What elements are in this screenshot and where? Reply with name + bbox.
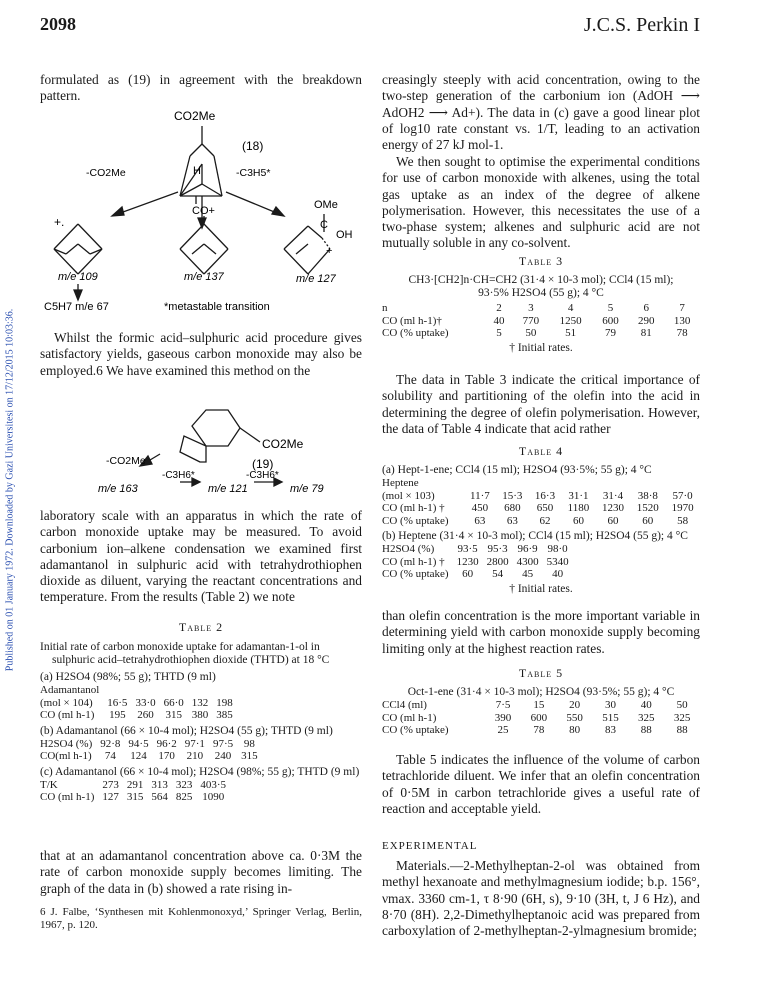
table-row [40, 738, 262, 751]
table-row [382, 302, 700, 315]
table-cell: 4300 [516, 555, 539, 568]
page-number: 2098 [40, 14, 76, 34]
row-label: CO (ml h-1) [40, 709, 95, 721]
table-3-caption-2: 93·5% H2SO4 (55 g); 4 °C [478, 287, 604, 299]
table-2-c [40, 779, 230, 804]
table-cell: 11·7 [470, 489, 490, 502]
table-cell: 15 [533, 699, 545, 711]
table-cell: 515 [602, 711, 619, 724]
s18-loss-left: -CO2Me [86, 167, 126, 179]
table-3-title: Table 3 [518, 254, 564, 268]
row-label: H2SO4 (%) [40, 737, 93, 750]
table-4-a-head: (a) Hept-1-ene; CCl4 (15 ml); H2SO4 (93·5%; 55 g); 4 °C [382, 464, 652, 476]
table-cell: 38·8 [637, 489, 658, 502]
scheme-18-fragmentation [40, 104, 360, 314]
table-2-c-head: (c) Adamantanol (66 × 10-4 mol); H2SO4 (98%; 55 g); THTD (9 ml) [40, 765, 360, 778]
s19-mass-79: m/e 79 [290, 483, 324, 495]
left-paragraph-3: laboratory scale with an apparatus in which the rate of carbon monoxide uptake may be measured. To avoid carbonium ion–alkene condensation we examined first adamantanol in sulphuric acid with tetrahydrothiophen dioxide as diluent, varying the reactant concentrations and temperature. From the results (Table 2) we note [40, 508, 362, 605]
right-paragraph-5: Table 5 indicates the influence of the volume of carbon tetrachloride diluent. We infer that an olefin concentration of 0·5M in carbon tetrachloride gives a useful rate of reaction and acceptable yield. [382, 752, 700, 816]
table-cell: 97·1 [184, 737, 205, 750]
table-cell: 124 [130, 750, 147, 762]
table-cell: 1970 [671, 502, 694, 514]
table-cell: 33·0 [135, 696, 156, 709]
table-cell: 79 [604, 327, 616, 339]
row-label: CCl4 (ml) [382, 699, 427, 711]
table-cell: 550 [566, 711, 583, 724]
table-cell: 63 [506, 514, 518, 527]
table-cell: 323 [175, 778, 193, 791]
table-3-note: † Initial rates. [509, 341, 573, 354]
table-cell: 291 [126, 778, 144, 791]
table-cell: 94·5 [128, 737, 149, 750]
s19-loss-2: -C3H6* [246, 470, 279, 481]
table-cell: 60 [607, 514, 619, 527]
table-cell: 600 [602, 314, 619, 327]
table-cell: 1230 [602, 502, 624, 514]
table-cell: 1230 [456, 555, 479, 568]
table-4 [382, 444, 700, 596]
table-cell: 385 [216, 709, 233, 721]
table-cell: 273 [102, 778, 119, 791]
table-cell: 132 [191, 696, 209, 709]
right-paragraph-4: than olefin concentration is the more important variable in determining yield with carbon monoxide supply becoming limiting only at the highest reaction rates. [382, 608, 700, 656]
journal-title: J.C.S. Perkin I [583, 14, 700, 36]
table-cell: 31·4 [602, 489, 624, 502]
s18-hydroxyl: OH [336, 229, 353, 241]
table-cell: 195 [109, 709, 126, 721]
right-paragraph-1: creasingly steeply with acid concentration, owing to the two-step generation of the carbonium ion (AdOH ⟶ AdOH2 ⟶ Ad+). The data in (c) gave a good linear plot of log10 rate constant vs. 1/T, leading to an activation energy of 27 kJ mol-1. [382, 72, 700, 153]
s18-c5h7: C5H7 m/e 67 [44, 301, 109, 313]
table-row [40, 697, 237, 710]
row-label: Adamantanol [40, 684, 100, 696]
table-3 [382, 254, 700, 355]
table-row [40, 709, 237, 722]
table-cell: 40 [640, 699, 652, 711]
left-paragraph-1: formulated as (19) in agreement with the breakdown pattern. [40, 72, 362, 104]
table-cell: 315 [241, 750, 258, 762]
table-cell: 2 [496, 302, 502, 314]
table-3-grid [382, 302, 700, 340]
table-cell: 83 [604, 724, 616, 736]
table-cell: 50 [525, 327, 537, 339]
table-cell: 680 [504, 502, 521, 514]
table-cell: 6 [643, 302, 649, 314]
table-cell: 58 [677, 514, 689, 527]
table-cell: 290 [637, 314, 655, 327]
scheme-19-fragmentation [40, 392, 360, 496]
table-cell: 5340 [546, 555, 569, 568]
table-4-note: † Initial rates. [509, 582, 573, 595]
row-label: CO (ml h-1) [382, 711, 437, 724]
table-cell: 770 [522, 314, 540, 327]
table-cell: 1520 [636, 502, 659, 514]
table-row [382, 315, 700, 328]
table-row [40, 750, 262, 763]
table-2 [40, 620, 362, 804]
table-row [40, 779, 230, 792]
table-cell: 315 [126, 791, 144, 803]
table-cell: 25 [497, 724, 509, 736]
row-label: (mol × 103) [382, 489, 435, 502]
table-4-b-head: (b) Heptene (31·4 × 10-3 mol); CCl4 (15 ml); H2SO4 (55 g); 4 °C [382, 530, 688, 542]
table-cell: 66·0 [163, 696, 184, 709]
table-cell: 15·3 [502, 489, 523, 502]
s18-mass-127: m/e 127 [296, 273, 336, 285]
row-label: CO (% uptake) [382, 724, 449, 736]
table-2-title: Table 2 [178, 620, 224, 634]
table-cell: 380 [191, 709, 209, 721]
table-cell: 16·3 [534, 489, 556, 502]
table-cell: 81 [640, 327, 652, 339]
s18-mass-137: m/e 137 [184, 271, 224, 283]
table-cell: 240 [214, 750, 232, 762]
table-cell: 96·2 [156, 737, 177, 750]
table-4-a [382, 477, 700, 527]
row-label: CO (ml h-1)† [382, 314, 442, 327]
table-row [382, 556, 573, 569]
table-cell: 1180 [567, 502, 590, 514]
row-label: CO (% uptake) [382, 327, 449, 339]
table-row [382, 515, 700, 528]
right-paragraph-3: The data in Table 3 indicate the critical importance of solubility and partitioning of the olefin into the acid in determining the degree of olefin polymerisation. However, the data of Table 4 indicate that acid rather [382, 372, 700, 436]
table-cell: 57·0 [672, 489, 693, 502]
table-cell: 54 [492, 568, 504, 580]
row-label: CO (ml h-1) [40, 791, 95, 803]
table-cell: 16·5 [107, 696, 128, 709]
table-cell: 127 [102, 791, 119, 803]
row-label: T/K [40, 778, 58, 791]
table-cell: 7·5 [495, 699, 511, 711]
table-4-b [382, 543, 573, 581]
row-label: CO (ml h-1) † [382, 502, 445, 514]
table-cell: 74 [104, 750, 116, 762]
download-watermark [2, 200, 18, 780]
table-cell: 325 [673, 711, 691, 724]
table-cell: 4 [567, 302, 574, 314]
s18-number: (18) [242, 139, 264, 153]
table-cell: 62 [539, 514, 551, 527]
table-row [382, 724, 700, 737]
right-paragraph-2: We then sought to optimise the experimental conditions for use of carbon monoxide with alkenes, using the total gas uptake as an index of the degree of alkene polymerisation. However, this necessitates the use of a two-phase system; alkenes and sulphuric acid are not mutually soluble in any co-solvent. [382, 154, 700, 251]
table-row [382, 477, 700, 490]
table-cell: 210 [186, 750, 204, 762]
table-cell: 20 [569, 699, 581, 711]
s19-mass-121: m/e 121 [208, 483, 248, 495]
table-cell: 650 [536, 502, 554, 514]
left-paragraph-2: Whilst the formic acid–sulphuric acid procedure gives satisfactory yields, gaseous carbon monoxide may also be employed.6 We have examined this method on the [40, 330, 362, 378]
watermark-text: Published on 01 January 1972. Downloaded by Gazi Universitesi on 17/12/2015 10:03:36. [4, 308, 16, 672]
table-cell: 130 [673, 314, 691, 327]
table-row [382, 568, 573, 581]
row-label: H2SO4 (%) [382, 543, 435, 555]
table-cell: 40 [552, 568, 564, 580]
table-cell: 450 [471, 502, 489, 514]
table-cell: 1090 [202, 791, 225, 803]
table-cell: 88 [640, 724, 652, 736]
table-cell: 1250 [559, 314, 582, 327]
s18-mass-109: m/e 109 [58, 271, 98, 283]
table-cell: 2800 [486, 555, 509, 568]
s19-mass-163: m/e 163 [98, 483, 138, 495]
table-cell: 315 [165, 709, 182, 721]
table-cell: 7 [679, 302, 685, 314]
table-cell: 60 [642, 514, 654, 527]
table-cell: 60 [462, 568, 474, 580]
s19-loss: -CO2Me [106, 455, 146, 467]
table-cell: 97·5 [212, 737, 234, 750]
table-cell: 40 [493, 314, 505, 327]
table-cell: 88 [676, 724, 688, 736]
table-2-b [40, 738, 262, 763]
table-cell: 78 [533, 724, 545, 736]
left-paragraph-4: that at an adamantanol concentration above ca. 0·3M the rate of carbon monoxide supply becomes limiting. The graph of the data in (b) showed a rate rising in- [40, 848, 362, 896]
table-cell: 60 [572, 514, 584, 527]
s18-ome: OMe [314, 199, 338, 211]
s18-radical-cation: +. [54, 215, 65, 229]
table-2-a-head: (a) H2SO4 (98%; 55 g); THTD (9 ml) [40, 671, 216, 683]
s18-hydrogen: H [193, 165, 201, 177]
table-cell: 5 [496, 327, 502, 339]
s19-co2me: CO2Me [262, 437, 304, 451]
table-row [382, 327, 700, 340]
table-cell: 96·9 [517, 543, 538, 555]
row-label: CO (ml h-1) † [382, 555, 445, 568]
table-cell: 80 [569, 724, 581, 736]
table-5-caption: Oct-1-ene (31·4 × 10-3 mol); H2SO4 (93·5%; 55 g); 4 °C [407, 686, 675, 698]
table-row [382, 490, 700, 503]
table-cell: 92·8 [100, 737, 121, 750]
table-4-title: Table 4 [518, 444, 564, 458]
row-label: n [382, 302, 388, 314]
table-cell: 93·5 [457, 543, 478, 555]
row-label: CO (% uptake) [382, 514, 449, 527]
table-cell: 198 [216, 696, 233, 709]
table-cell: 313 [151, 778, 168, 791]
table-row [382, 699, 700, 712]
table-cell: 30 [604, 699, 616, 711]
s18-carbon: C [320, 219, 328, 231]
table-cell: 50 [676, 699, 688, 711]
table-2-caption: Initial rate of carbon monoxide uptake for adamantan-1-ol in sulphuric acid–tetrahydrothiophen dioxide (THTD) at 18 °C [40, 641, 330, 666]
s19-loss-1: -C3H6* [162, 470, 195, 481]
table-3-caption-1: CH3·[CH2]n·CH=CH2 (31·4 × 10-3 mol); CCl4 (15 ml); [408, 274, 674, 286]
right-paragraph-6: Materials.—2-Methylheptan-2-ol was obtained from methyl hexanoate and methylmagnesium iodide; b.p. 156°, νmax. 3360 cm-1, τ 8·90 (6H, s), 9·10 (3H, t, J 6 Hz), and 8·70 (8H). 2,2-Dimethylheptanoic acid was prepared from carboxylation of 2-methylheptan-2-ylmagnesium bromide; [382, 858, 700, 939]
s18-cation: + [326, 245, 333, 257]
table-cell: 98·0 [547, 543, 568, 555]
table-cell: 95·3 [487, 543, 508, 555]
table-row [40, 684, 237, 697]
table-cell: 390 [494, 711, 512, 724]
footnote-6: 6 J. Falbe, ‘Synthesen mit Kohlenmonoxyd,’ Springer Verlag, Berlin, 1967, p. 120. [40, 906, 362, 931]
table-cell: 170 [158, 750, 175, 762]
table-5-grid [382, 699, 700, 737]
table-cell: 63 [474, 514, 486, 527]
table-row [382, 502, 700, 515]
table-cell: 325 [637, 711, 655, 724]
s18-metastable-note: *metastable transition [164, 301, 270, 313]
table-cell: 45 [522, 568, 534, 580]
table-cell: 564 [151, 791, 168, 803]
table-cell: 31·1 [568, 489, 589, 502]
table-cell: 51 [565, 327, 577, 339]
table-5-title: Table 5 [518, 666, 564, 680]
table-5 [382, 666, 700, 737]
table-cell: 600 [530, 711, 548, 724]
row-label: CO(ml h-1) [40, 750, 92, 762]
table-cell: 825 [175, 791, 193, 803]
table-cell: 98 [243, 737, 255, 750]
table-cell: 403·5 [200, 778, 227, 791]
table-cell: 3 [528, 302, 534, 314]
table-cell: 260 [137, 709, 154, 721]
s18-loss-right: -C3H5* [236, 167, 271, 179]
table-2-a [40, 684, 237, 722]
table-2-b-head: (b) Adamantanol (66 × 10-4 mol); H2SO4 (55 g); THTD (9 ml) [40, 724, 333, 737]
s18-co-plus: CO+ [192, 205, 215, 217]
table-row [382, 712, 700, 725]
table-row [40, 791, 230, 804]
table-cell: 78 [676, 327, 688, 339]
experimental-heading: EXPERIMENTAL [382, 840, 478, 852]
row-label: CO (% uptake) [382, 568, 449, 580]
row-label: (mol × 104) [40, 696, 93, 709]
table-row [382, 543, 573, 556]
s19-number: (19) [252, 457, 274, 471]
s18-co2me: CO2Me [174, 109, 216, 123]
table-cell: 5 [607, 302, 614, 314]
row-label: Heptene [382, 477, 419, 489]
